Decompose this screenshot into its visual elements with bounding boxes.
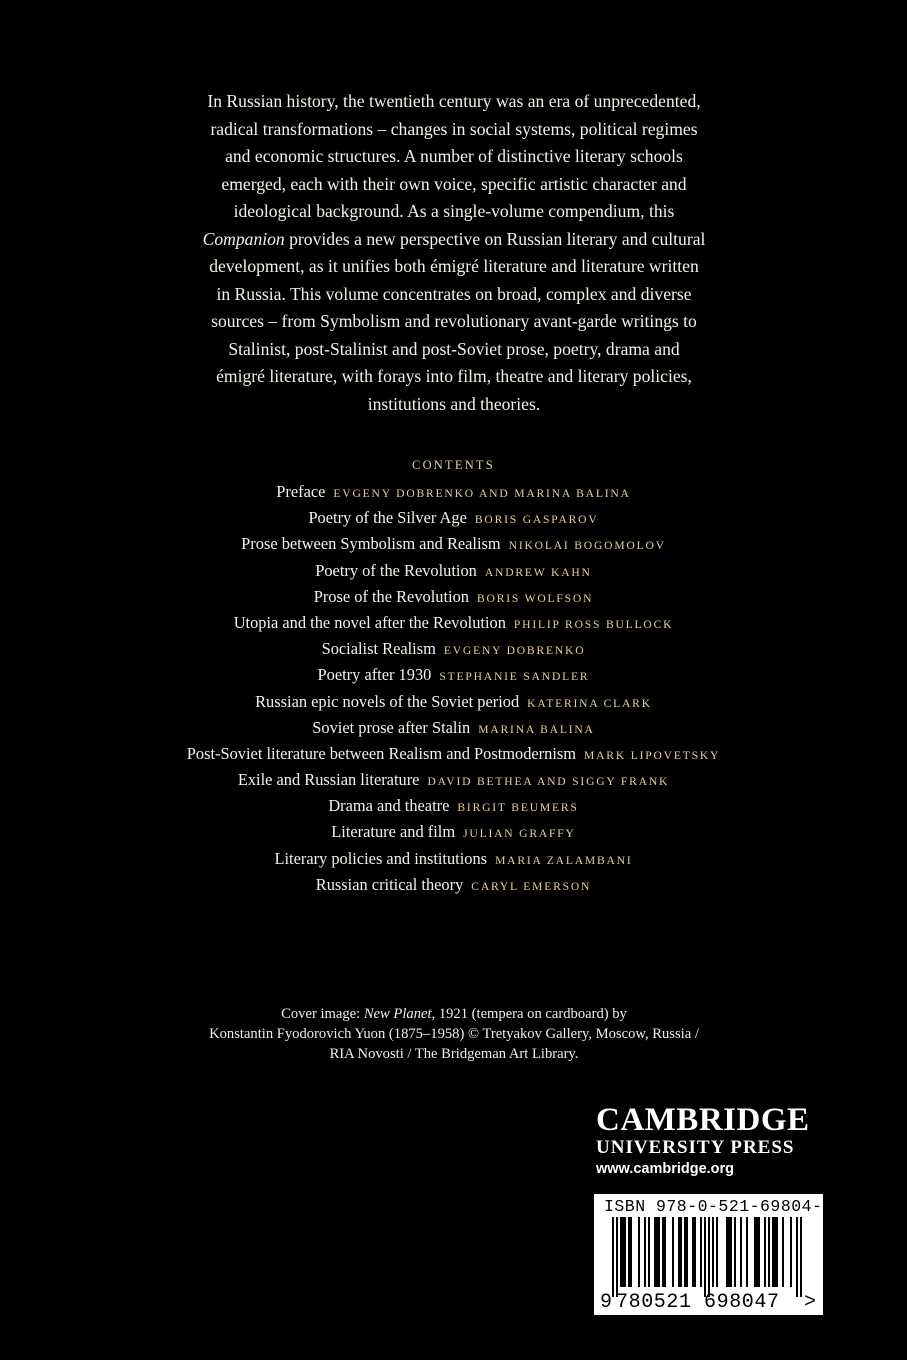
- credit-line-1: [120, 1004, 788, 1024]
- publisher-logo: [596, 1103, 836, 1179]
- contents-item-title: Socialist Realism: [321, 639, 436, 659]
- contents-item-author: EVGENY DOBRENKO AND MARINA BALINA: [333, 487, 631, 500]
- barcode-bar: [772, 1217, 774, 1287]
- cover-image-credit: [120, 1004, 788, 1064]
- blurb-line: in Russia. This volume concentrates on broad, complex and diverse: [216, 283, 692, 304]
- publisher-url[interactable]: www.cambridge.org: [596, 1161, 735, 1177]
- contents-item-title: Poetry of the Revolution: [315, 560, 477, 580]
- companion-italic: Companion: [202, 228, 285, 249]
- barcode-bar: [712, 1217, 714, 1287]
- barcode-bar: [796, 1217, 798, 1297]
- contents-item-author: BORIS GASPAROV: [474, 513, 599, 527]
- isbn-label: ISBN 978-0-521-69804-7: [604, 1197, 833, 1216]
- blurb-line: ideological background. As a single-volume compendium, this: [233, 201, 675, 221]
- barcode-bar: [622, 1217, 624, 1287]
- barcode-bar: [754, 1217, 756, 1287]
- barcode-bar: [662, 1217, 664, 1287]
- barcode-bar: [638, 1217, 640, 1287]
- barcode-bar: [684, 1217, 686, 1287]
- barcode-bar: [672, 1217, 674, 1287]
- blurb-line: emerged, each with their own voice, specific artistic character and: [221, 173, 687, 194]
- credit-line-2: Konstantin Fyodorovich Yuon (1875–1958) © Tretyakov Gallery, Moscow, Russia /: [209, 1026, 699, 1042]
- contents-item-author: DAVID BETHEA AND SIGGY FRANK: [427, 775, 670, 789]
- contents-item: [0, 505, 907, 531]
- contents-item: [0, 610, 907, 636]
- barcode-bar: [654, 1217, 656, 1287]
- contents-item: [0, 715, 907, 741]
- barcode-bar: [708, 1217, 710, 1297]
- barcode-bar: [620, 1217, 622, 1287]
- contents-item: [0, 767, 907, 793]
- barcode-bar: [764, 1217, 766, 1287]
- barcode-bar: [644, 1217, 646, 1287]
- contents-item-author: NIKOLAI BOGOMOLOV: [508, 539, 666, 553]
- barcode-bar: [768, 1217, 770, 1287]
- barcode-bar: [656, 1217, 658, 1287]
- contents-item: [0, 819, 907, 845]
- barcode-bar: [716, 1217, 718, 1287]
- barcode-bar: [740, 1217, 742, 1287]
- contents-item-author: ANDREW KAHN: [484, 565, 592, 579]
- barcode-digit-group-1: 780521: [616, 1291, 692, 1314]
- contents-item-title: Preface: [276, 482, 326, 501]
- contents-item-title: Post-Soviet literature between Realism and Postmodernism: [186, 743, 577, 763]
- contents-item-author: STEPHANIE SANDLER: [439, 670, 590, 684]
- barcode-bar: [680, 1217, 682, 1287]
- barcode-lead-digit: 9: [600, 1291, 613, 1314]
- contents-item: [0, 584, 907, 610]
- barcode-bar: [630, 1217, 632, 1287]
- contents-item: [0, 531, 907, 557]
- contents-item-title: Prose of the Revolution: [313, 586, 469, 606]
- publisher-subtitle: UNIVERSITY PRESS: [596, 1137, 795, 1158]
- barcode-bar: [758, 1217, 760, 1287]
- barcode-bar: [800, 1217, 802, 1297]
- contents-item: [0, 636, 907, 662]
- contents-heading: CONTENTS: [412, 458, 495, 472]
- blurb-line: émigré literature, with forays into film, theatre and literary policies,: [216, 366, 692, 386]
- publisher-name: CAMBRIDGE: [596, 1102, 810, 1138]
- contents-item-title: Drama and theatre: [328, 796, 450, 816]
- contents-item-title: Poetry of the Silver Age: [308, 508, 467, 528]
- contents-item-title: Russian critical theory: [315, 874, 464, 894]
- barcode-bar: [774, 1217, 776, 1287]
- barcode-bar: [678, 1217, 680, 1287]
- barcode-bar: [756, 1217, 758, 1287]
- credit-artwork-title: New Planet: [363, 1006, 432, 1022]
- barcode-bar: [612, 1217, 614, 1297]
- barcode-bar: [686, 1217, 688, 1287]
- isbn-barcode: [594, 1194, 833, 1315]
- barcode-bar: [700, 1217, 702, 1287]
- blurb-line: and economic structures. A number of distinctive literary schools: [225, 146, 683, 166]
- barcode-bar: [734, 1217, 736, 1287]
- back-cover-blurb: [120, 88, 788, 418]
- contents-list: [0, 479, 907, 898]
- barcode-bar: [648, 1217, 650, 1287]
- credit-line-1-rest: , 1921 (tempera on cardboard) by: [431, 1006, 627, 1022]
- contents-item-author: KATERINA CLARK: [527, 696, 652, 710]
- blurb-line-companion: [120, 226, 788, 254]
- contents-item-author: MARINA BALINA: [478, 722, 595, 736]
- contents-item-author: BIRGIT BEUMERS: [457, 801, 579, 815]
- blurb-line: development, as it unifies both émigré literature and literature written: [209, 256, 699, 276]
- contents-item-title: Poetry after 1930: [317, 665, 432, 685]
- barcode-bar: [664, 1217, 666, 1287]
- contents-item: [0, 479, 907, 505]
- blurb-line: Stalinist, post-Stalinist and post-Soviet prose, poetry, drama and: [228, 338, 680, 359]
- blurb-line: radical transformations – changes in social systems, political regimes: [210, 118, 698, 139]
- contents-item-title: Literary policies and institutions: [274, 848, 488, 868]
- contents-item: [0, 872, 907, 898]
- credit-prefix: Cover image:: [281, 1006, 364, 1022]
- contents-item-author: CARYL EMERSON: [471, 879, 592, 893]
- barcode-bar: [782, 1217, 784, 1287]
- contents-item-author: PHILIP ROSS BULLOCK: [513, 617, 674, 631]
- contents-item-author: BORIS WOLFSON: [476, 591, 594, 605]
- barcode-bar: [694, 1217, 696, 1287]
- barcode-digit-group-2: 698047: [704, 1291, 780, 1314]
- contents-item-author: MARK LIPOVETSKY: [584, 748, 721, 762]
- contents-item-title: Literature and film: [331, 822, 456, 842]
- barcode-bar: [790, 1217, 792, 1287]
- barcode-bar: [616, 1217, 618, 1297]
- barcode-bar: [704, 1217, 706, 1297]
- contents-item-title: Utopia and the novel after the Revolution: [233, 612, 506, 632]
- contents-item: [0, 793, 907, 819]
- blurb-line: In Russian history, the twentieth century was an era of unprecedented,: [207, 91, 701, 111]
- blurb-line: institutions and theories.: [367, 393, 541, 414]
- contents-item-author: EVGENY DOBRENKO: [443, 644, 586, 658]
- contents-item: [0, 741, 907, 767]
- barcode-bar: [726, 1217, 728, 1287]
- contents-item-title: Prose between Symbolism and Realism: [241, 534, 501, 554]
- blurb-line: sources – from Symbolism and revolutionary avant-garde writings to: [211, 311, 697, 331]
- contents-item: [0, 689, 907, 715]
- barcode-bar: [692, 1217, 694, 1287]
- contents-item: [0, 662, 907, 688]
- barcode-bar: [624, 1217, 626, 1287]
- barcode-bar: [730, 1217, 732, 1287]
- contents-item-author: MARIA ZALAMBANI: [495, 853, 633, 867]
- barcode-bar: [728, 1217, 730, 1287]
- credit-line-3: RIA Novosti / The Bridgeman Art Library.: [329, 1046, 579, 1062]
- barcode-bar: [658, 1217, 660, 1287]
- contents-item-title: Soviet prose after Stalin: [312, 717, 471, 737]
- blurb-line-rest: provides a new perspective on Russian literary and cultural: [284, 228, 706, 249]
- contents-item-title: Russian epic novels of the Soviet period: [255, 691, 520, 711]
- contents-item: [0, 558, 907, 584]
- barcode-bar: [776, 1217, 778, 1287]
- barcode-bar: [628, 1217, 630, 1287]
- barcode-bar: [746, 1217, 748, 1287]
- contents-item: [0, 846, 907, 872]
- contents-item-author: JULIAN GRAFFY: [463, 827, 576, 841]
- barcode-arrow: >: [804, 1291, 817, 1314]
- contents-item-title: Exile and Russian literature: [237, 770, 420, 790]
